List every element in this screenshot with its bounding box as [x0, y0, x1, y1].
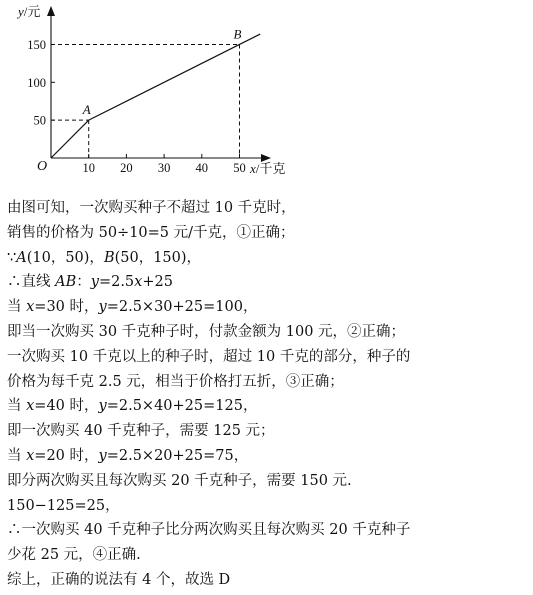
solution-line [7, 469, 527, 494]
solution-text-segment: ∴直线 [7, 274, 56, 291]
point-label-B: B [233, 26, 242, 42]
solution-text-segment: 价格为每千克 2.5 元，相当于价格打五折，③正确； [7, 373, 344, 390]
solution-text-segment: =20 时， [34, 447, 99, 464]
solution-text-segment: y [98, 299, 107, 316]
solution-text-segment: A [16, 249, 27, 266]
solution-text-segment: y [98, 398, 107, 415]
solution-line [7, 543, 527, 568]
solution-text-segment: y [90, 274, 99, 291]
solution-text-segment: 综上，正确的说法有 4 个，故选 D [7, 571, 231, 588]
solution-line [7, 295, 527, 320]
solution-text-segment: 当 [7, 299, 27, 316]
y-tick-label: 50 [33, 113, 46, 128]
solution-text-segment: 即分两次购买且每次购买 20 千克种子，需要 150 元. [7, 472, 352, 489]
origin-label: O [37, 159, 48, 174]
solution-text-segment: =2.5×30+25=100， [106, 299, 258, 316]
solution-line [7, 221, 527, 246]
solution-line [7, 370, 527, 395]
solution-text-segment: B [103, 249, 115, 266]
solution-line [7, 494, 527, 519]
solution-text-segment: 一次购买 10 千克以上的种子时，超过 10 千克的部分，种子的 [7, 348, 411, 365]
x-tick-label: 30 [157, 161, 171, 175]
solution-line [7, 270, 527, 295]
y-tick-label: 150 [27, 37, 46, 52]
solution-text-segment: =2.5×40+25=125， [106, 398, 258, 415]
solution-text-segment: 当 [7, 398, 27, 415]
solution-line [7, 568, 527, 593]
solution-line [7, 196, 527, 221]
solution-text-segment: =2.5 [98, 274, 135, 291]
y-tick-label: 100 [27, 75, 46, 90]
solution-text-segment: AB [55, 274, 77, 291]
solution-text-segment: ∴一次购买 40 千克种子比分两次购买且每次购买 20 千克种子 [7, 522, 411, 539]
solution-text-segment: ∵ [7, 249, 17, 266]
solution-text-segment: 即当一次购买 30 千克种子时，付款金额为 100 元，②正确； [7, 323, 406, 340]
solution-text-segment: 销售的价格为 50÷10=5 元/千克，①正确； [7, 224, 295, 241]
y-axis-label: y/元 [18, 4, 41, 19]
solution-text-segment: 即一次购买 40 千克种子，需要 125 元； [7, 423, 275, 440]
price-weight-chart [0, 0, 300, 190]
solution-text [7, 196, 527, 593]
solution-text-segment: (50，150)， [114, 249, 202, 266]
solution-line [7, 419, 527, 444]
solution-line [7, 320, 527, 345]
solution-line [7, 246, 527, 271]
series-line-2 [89, 34, 261, 120]
solution-text-segment: =2.5×20+25=75， [106, 447, 249, 464]
solution-text-segment: 当 [7, 447, 27, 464]
series-line-1 [51, 120, 89, 158]
solution-line [7, 345, 527, 370]
x-tick-label: 20 [120, 161, 133, 175]
solution-text-segment: ： [76, 274, 91, 291]
solution-text-segment: x [26, 299, 35, 316]
solution-text-segment: x [26, 398, 35, 415]
solution-line [7, 394, 527, 419]
x-axis-label: x/千克 [250, 161, 286, 176]
solution-text-segment: (10，50)， [26, 249, 104, 266]
solution-text-segment: 150−125=25， [7, 497, 120, 514]
solution-text-segment: x [26, 447, 35, 464]
solution-text-segment: 少花 25 元，④正确. [7, 547, 141, 564]
x-tick-label: 50 [233, 161, 246, 175]
x-tick-label: 10 [82, 161, 95, 175]
solution-text-segment: +25 [142, 274, 173, 291]
solution-text-segment: x [134, 274, 143, 291]
solution-text-segment: 由图可知，一次购买种子不超过 10 千克时， [7, 200, 296, 216]
point-label-A: A [82, 102, 91, 118]
solution-line [7, 444, 527, 469]
solution-text-segment: y [98, 447, 107, 464]
x-tick-label: 40 [195, 161, 209, 175]
solution-text-segment: =40 时， [34, 398, 99, 415]
solution-line [7, 518, 527, 543]
solution-text-segment: =30 时， [34, 299, 99, 316]
